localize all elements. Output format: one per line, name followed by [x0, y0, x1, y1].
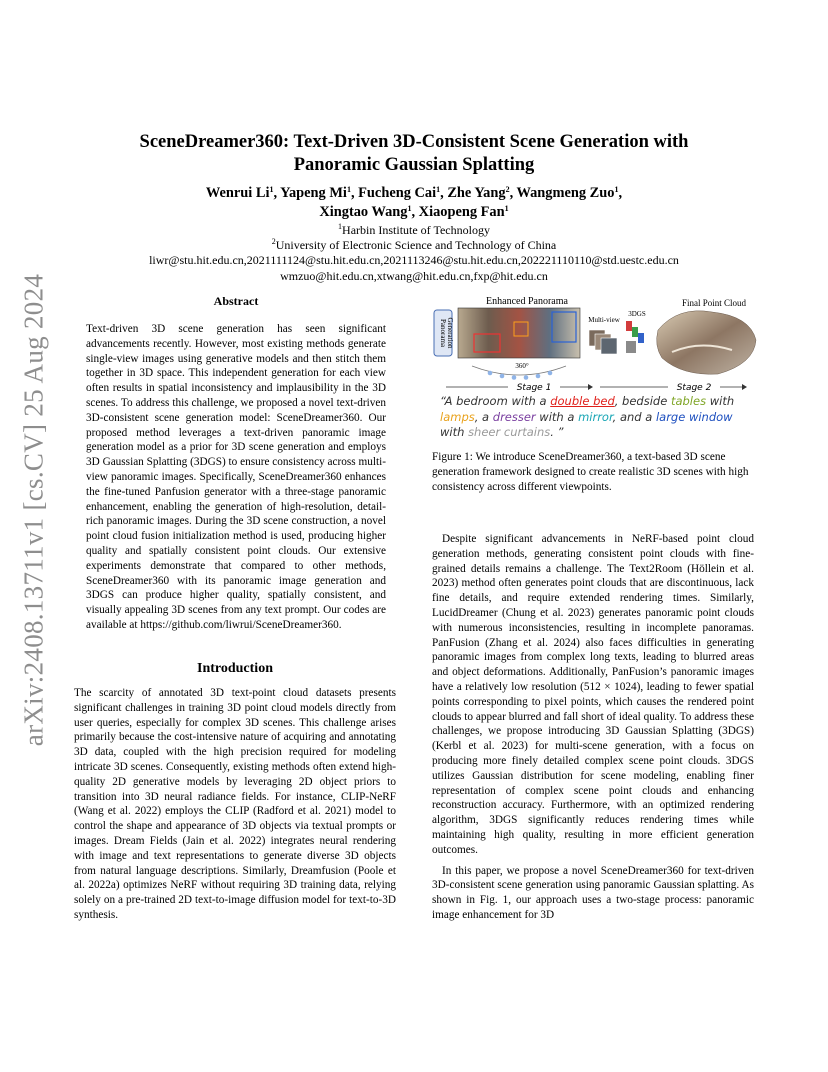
- author-name: Xingtao Wang: [319, 204, 408, 220]
- title-line-2: Panoramic Gaussian Splatting: [293, 155, 535, 175]
- introduction-paragraph-1: The scarcity of annotated 3D text-point cloud datasets presents significant challenges in training 3D point cloud models directly from user queries, especially for complex 3D scenes. This challenge arises primarily because the cost-intensive nature of acquiring and annotating 3D data, coupled with the high precision required for modeling intricate 3D scenes. Consequently, existing methods often extend high-quality 2D generative models by leveraging 2D object priors to transition into 3D neural radiance fields. For instance, CLIP-NeRF (Wang et al. 2022) employs the CLIP (Radford et al. 2021) model to control the shape and appearance of 3D objects via textual prompts or images. Dream Fields (Jain et al. 2022) integrates neural rendering with image and text representations to generate diverse 3D objects from natural language descriptions. Similarly, Dreamfusion (Poole et al. 2022a) optimizes NeRF without requiring 3D training data, relying solely on a pre-trained 2D text-to-image diffusion model for text-to-3D synthesis.: [74, 687, 396, 921]
- prompt-segment: , and a: [612, 409, 656, 424]
- gaussian-block: [626, 341, 636, 353]
- prompt-segment: sheer curtains: [468, 425, 551, 439]
- author-separator: ,: [411, 204, 419, 220]
- camera-icon: [548, 371, 553, 376]
- affiliation-1: [30, 223, 798, 238]
- title-line-1: SceneDreamer360: Text-Driven 3D-Consistent Scene Generation with: [139, 132, 689, 152]
- enhanced-panorama-image: [458, 308, 580, 358]
- affiliation-2: [30, 238, 798, 253]
- arxiv-stamp-text: arXiv:2408.13711v1 [cs.CV] 25 Aug 2024: [18, 273, 49, 747]
- prompt-segment: lamps: [440, 409, 475, 424]
- prompt-segment: double bed: [550, 394, 615, 408]
- author-affiliation-marker: 1: [504, 204, 509, 213]
- label-stage-2: Stage 2: [676, 383, 712, 393]
- label-3dgs: 3DGS: [628, 310, 646, 318]
- author-name: Xiaopeng Fan: [418, 204, 505, 220]
- prompt-segment: mirror: [578, 409, 613, 424]
- introduction-heading: Introduction: [197, 661, 273, 676]
- affiliations: [30, 223, 798, 284]
- prompt-segment: . ”: [550, 425, 564, 439]
- author-affiliation-marker: 2: [505, 185, 510, 194]
- prompt-segment: “A bedroom with a: [440, 394, 551, 408]
- author-name: Yapeng Mi: [280, 185, 347, 201]
- author-affiliation-marker: 1: [614, 185, 619, 194]
- gaussian-block: [632, 327, 638, 337]
- arxiv-identifier-stamp: [14, 273, 54, 747]
- label-stage-1: Stage 1: [516, 383, 552, 393]
- label-360: 360°: [515, 362, 529, 370]
- abstract-heading: Abstract: [213, 294, 259, 308]
- camera-icon: [488, 371, 493, 376]
- authors-line-2: [60, 203, 768, 222]
- introduction-body: [74, 686, 396, 923]
- prompt-segment: tables: [670, 394, 707, 408]
- stage-1-arrowhead: [588, 384, 593, 390]
- prompt-text-container: [432, 394, 758, 442]
- label-multi-view: Multi-view: [588, 316, 620, 324]
- author-affiliation-marker: 1: [269, 185, 274, 194]
- author-affiliation-marker: 1: [346, 185, 351, 194]
- author-name: Zhe Yang: [447, 185, 506, 201]
- affiliation-1-marker: 1: [338, 222, 343, 231]
- camera-icon: [536, 374, 541, 379]
- affiliation-2-marker: 2: [271, 237, 276, 247]
- label-panorama-gen-2: Generation: [446, 317, 454, 349]
- author-affiliation-marker: 1: [436, 185, 441, 194]
- label-enhanced-panorama: Enhanced Panorama: [486, 296, 568, 307]
- author-separator: ,: [509, 185, 517, 201]
- author-name: Fucheng Cai: [358, 185, 437, 201]
- author-separator: ,: [618, 185, 623, 201]
- prompt-segment: , a: [474, 409, 493, 424]
- prompt-segment: dresser: [492, 409, 536, 424]
- paper-title: [60, 131, 768, 177]
- author-list: [60, 184, 768, 222]
- figure-1-pipeline: [432, 294, 758, 442]
- right-paragraph-1: Despite significant advancements in NeRF-based point cloud generation methods, generating consistent point clouds with fine-grained details remains a challenge. The Text2Room (Höllein et al. 2023) method often generates point clouds that are discontinuous, lack fine details, and require extended rendering times. Similarly, LucidDreamer (Chung et al. 2023) generates panoramic point clouds with numerous inconsistencies, resulting in incomplete panoramas. PanFusion (Zhang et al. 2024) also faces difficulties in generating panoramic images from complex long texts, leading to blurred areas and object deformations. Additionally, PanFusion’s panoramic images have a relatively low resolution (512 × 1024), leading to fewer spatial points corresponding to pixel points, which causes the rendered point clouds to appear blurred and fall short of ideal quality. To address these challenges, we propose introducing 3D Gaussian Splatting (3DGS) (Kerbl et al. 2023) for multi-scene generation, with a focus on producing more finely detailed complex scene point clouds. 3DGS utilizes Gaussian distribution for scene modeling, enabling finer representation of complex scene point clouds and enhancing reconstruction accuracy. Furthermore, with an optimized rendering algorithm, 3DGS significantly reduces rendering times while maintaining high quality, resulting in more efficient generation outcomes.: [432, 533, 754, 856]
- prompt-segment: with a: [535, 409, 579, 424]
- gaussian-block: [626, 321, 632, 331]
- camera-icon: [500, 374, 505, 379]
- author-separator: ,: [273, 185, 281, 201]
- camera-icon: [524, 375, 529, 380]
- pipeline-diagram: [432, 294, 758, 442]
- author-name: Wangmeng Zuo: [516, 185, 615, 201]
- author-name: Wenrui Li: [205, 185, 270, 201]
- prompt-segment: , bedside: [614, 394, 671, 408]
- right-paragraph-2: In this paper, we propose a novel SceneDreamer360 for text-driven 3D-consistent scene generation using panoramic Gaussian splatting. As shown in Fig. 1, our approach uses a two-stage process: panoramic image enhancement for 3D: [432, 864, 754, 921]
- prompt-segment: with: [706, 394, 735, 408]
- label-panorama-gen-1: Panorama: [439, 319, 447, 347]
- right-column-body: [432, 532, 754, 923]
- prompt-segment: with: [440, 425, 469, 439]
- gaussian-block: [638, 333, 644, 343]
- author-affiliation-marker: 1: [407, 204, 412, 213]
- multiview-image: [601, 338, 617, 354]
- authors-line-1: [60, 184, 768, 203]
- author-separator: ,: [350, 185, 359, 201]
- affiliation-2-name: University of Electronic Science and Technology of China: [275, 238, 557, 253]
- affiliation-1-name: Harbin Institute of Technology: [342, 223, 490, 237]
- text-prompt: [432, 394, 758, 441]
- final-point-cloud-render: [657, 311, 756, 374]
- label-final-point-cloud: Final Point Cloud: [681, 298, 747, 308]
- figure-1-caption: Figure 1: We introduce SceneDreamer360, a text-based 3D scene generation framework designed to create realistic 3D scenes with high consistency across different viewpoints.: [432, 451, 749, 493]
- camera-icon: [512, 375, 517, 380]
- stage-2-arrowhead: [742, 384, 747, 390]
- author-emails-line-1: liwr@stu.hit.edu.cn,2021111124@stu.hit.edu.cn,2021113246@stu.hit.edu.cn,202221110110@std.uestc.edu.cn: [149, 253, 679, 268]
- prompt-segment: large window: [655, 409, 733, 424]
- abstract-body: Text-driven 3D scene generation has seen significant advancements recently. However, most existing methods generate single-view images using generative models and then stitch them together in 3D space. This independent generation for each view often results in spatial inconsistency and implausibility in the 3D scenes. To address this challenge, we proposed a novel text-driven 3D-consistent scene generation model: SceneDreamer360. Our proposed method leverages a text-driven panoramic image generation model as a prior for 3D scene generation and employs 3D Gaussian Splatting (3DGS) to ensure consistency across multi-view panoramic images. Specifically, SceneDreamer360 enhances the fine-tuned Panfusion generator with a three-stage panoramic enhancement, enabling the generation of high-resolution, detail-rich panoramic images. During the 3D scene construction, a novel point cloud fusion initialization method is used, producing higher quality and spatially consistent point clouds. Our extensive experiments demonstrate that compared to other methods, SceneDreamer360 with its panoramic image generation and 3DGS can produce higher quality, spatially consistent, and visually appealing 3D scenes from any text prompt. Our codes are available at https://github.com/liwrui/SceneDreamer360.: [86, 323, 386, 631]
- author-emails-line-2: wmzuo@hit.edu.cn,xtwang@hit.edu.cn,fxp@hit.edu.cn: [280, 268, 548, 283]
- author-separator: ,: [440, 185, 448, 201]
